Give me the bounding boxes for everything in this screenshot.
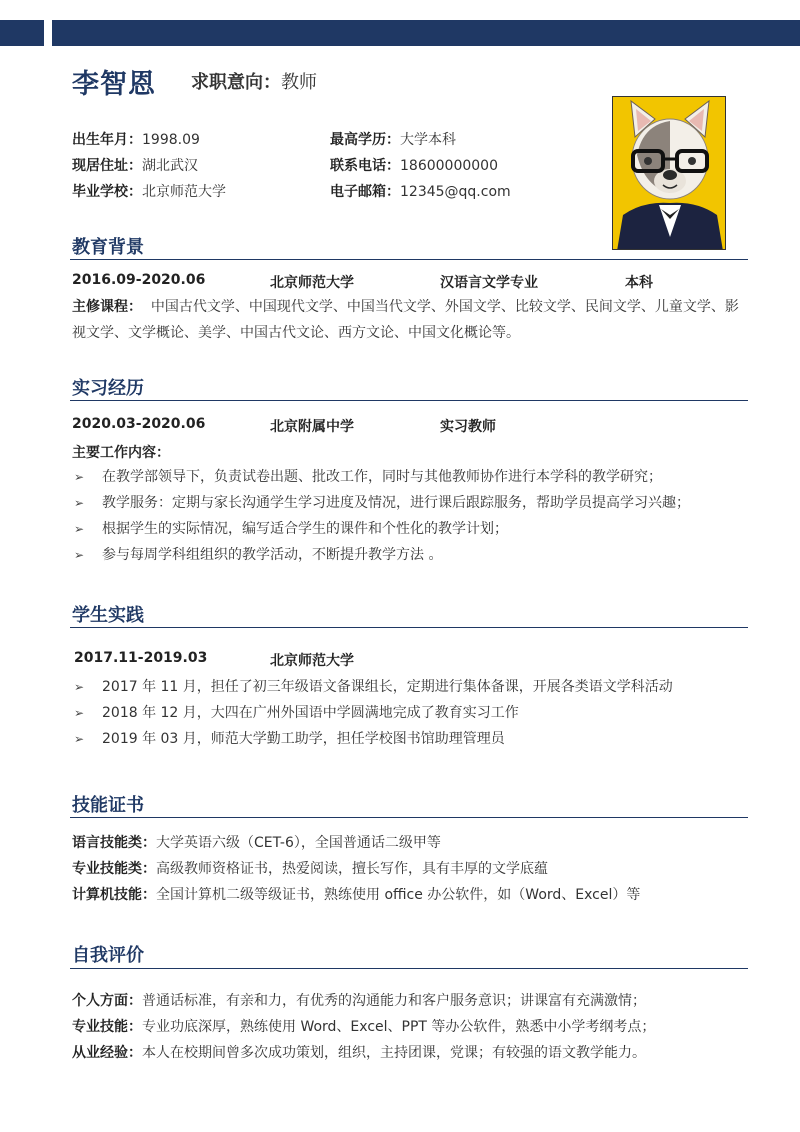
internship-duties-label: 主要工作内容： [72, 445, 170, 461]
arrow-bullet-icon: ➢ [74, 496, 85, 510]
practice-row [72, 650, 752, 670]
education-row [72, 272, 752, 292]
arrow-bullet-icon: ➢ [74, 732, 85, 746]
education-period: 2016.09-2020.06 [72, 272, 206, 288]
arrow-bullet-icon: ➢ [74, 470, 85, 484]
internship-row [72, 416, 752, 436]
education-school: 北京师范大学 [270, 275, 354, 291]
info-email: 电子邮箱：12345@qq.com [330, 184, 511, 200]
info-birth: 出生年月：1998.09 [72, 132, 200, 148]
internship-role: 实习教师 [440, 419, 496, 435]
education-major: 汉语言文学专业 [440, 275, 538, 291]
list-item: ➢ 根据学生的实际情况，编写适合学生的课件和个性化的教学计划； [72, 516, 762, 542]
section-title-self-eval: 自我评价 [72, 945, 144, 966]
section-title-education: 教育背景 [72, 237, 144, 258]
job-intent [191, 68, 317, 94]
internship-duties-list [72, 464, 762, 568]
profile-photo [612, 96, 726, 250]
skill-professional: 专业技能类：高级教师资格证书，热爱阅读，擅长写作，具有丰厚的文学底蕴 [72, 861, 548, 877]
internship-org: 北京附属中学 [270, 419, 354, 435]
section-divider-internship [70, 400, 748, 401]
info-phone: 联系电话：18600000000 [330, 158, 498, 174]
practice-period: 2017.11-2019.03 [74, 650, 208, 666]
self-eval-list [72, 988, 752, 1066]
header-bar-left [0, 20, 44, 46]
list-item: ➢ 2019 年 03 月，师范大学勤工助学，担任学校图书馆助理管理员 [72, 726, 762, 752]
dog-portrait-image [613, 97, 726, 250]
list-item: ➢ 教学服务：定期与家长沟通学生学习进度及情况，进行课后跟踪服务，帮助学员提高学习兴趣； [72, 490, 762, 516]
list-item: ➢ 2017 年 11 月，担任了初三年级语文备课组长，定期进行集体备课，开展各类语文学科活动 [72, 674, 762, 700]
skill-computer: 计算机技能：全国计算机二级等级证书，熟练使用 office 办公软件，如（Word、Excel）等 [72, 887, 641, 903]
info-address: 现居住址：湖北武汉 [72, 158, 198, 174]
section-divider-self-eval [70, 968, 748, 969]
section-title-skills: 技能证书 [72, 795, 144, 816]
practice-list [72, 674, 762, 752]
basic-info-right [330, 127, 511, 205]
list-item: ➢ 参与每周学科组组织的教学活动，不断提升教学方法 。 [72, 542, 762, 568]
section-divider-practice [70, 627, 748, 628]
education-degree: 本科 [625, 275, 653, 291]
job-intent-value: 教师 [281, 72, 317, 93]
arrow-bullet-icon: ➢ [74, 548, 85, 562]
section-title-practice: 学生实践 [72, 605, 144, 626]
self-eval-skills: 专业技能：专业功底深厚，熟练使用 Word、Excel、PPT 等办公软件，熟悉中小学考纲考点； [72, 1019, 656, 1035]
education-courses [72, 294, 752, 346]
section-title-internship: 实习经历 [72, 378, 144, 399]
arrow-bullet-icon: ➢ [74, 522, 85, 536]
skill-language: 语言技能类：大学英语六级（CET-6），全国普通话二级甲等 [72, 835, 441, 851]
section-divider-skills [70, 817, 748, 818]
arrow-bullet-icon: ➢ [74, 680, 85, 694]
candidate-name: 李智恩 [72, 69, 156, 100]
job-intent-label: 求职意向： [191, 72, 281, 93]
arrow-bullet-icon: ➢ [74, 706, 85, 720]
skills-list [72, 830, 752, 908]
section-divider-education [70, 259, 748, 260]
info-school: 毕业学校：北京师范大学 [72, 184, 226, 200]
self-eval-experience: 从业经验：本人在校期间曾多次成功策划，组织，主持团课，党课；有较强的语文教学能力。 [72, 1045, 646, 1061]
self-eval-personal: 个人方面：普通话标准，有亲和力，有优秀的沟通能力和客户服务意识；讲课富有充满激情； [72, 993, 646, 1009]
courses-text: 中国古代文学、中国现代文学、中国当代文学、外国文学、比较文学、民间文学、儿童文学、影视文学、文学概论、美学、中国古代文论、西方文论、中国文化概论等。 [72, 299, 739, 341]
basic-info-left [72, 127, 226, 205]
list-item: ➢ 2018 年 12 月，大四在广州外国语中学圆满地完成了教育实习工作 [72, 700, 762, 726]
practice-org: 北京师范大学 [270, 653, 354, 669]
courses-label: 主修课程： [72, 299, 142, 315]
header-bar-right [52, 20, 800, 46]
list-item: ➢ 在教学部领导下，负责试卷出题、批改工作，同时与其他教师协作进行本学科的教学研究； [72, 464, 762, 490]
info-degree: 最高学历：大学本科 [330, 132, 456, 148]
internship-period: 2020.03-2020.06 [72, 416, 206, 432]
